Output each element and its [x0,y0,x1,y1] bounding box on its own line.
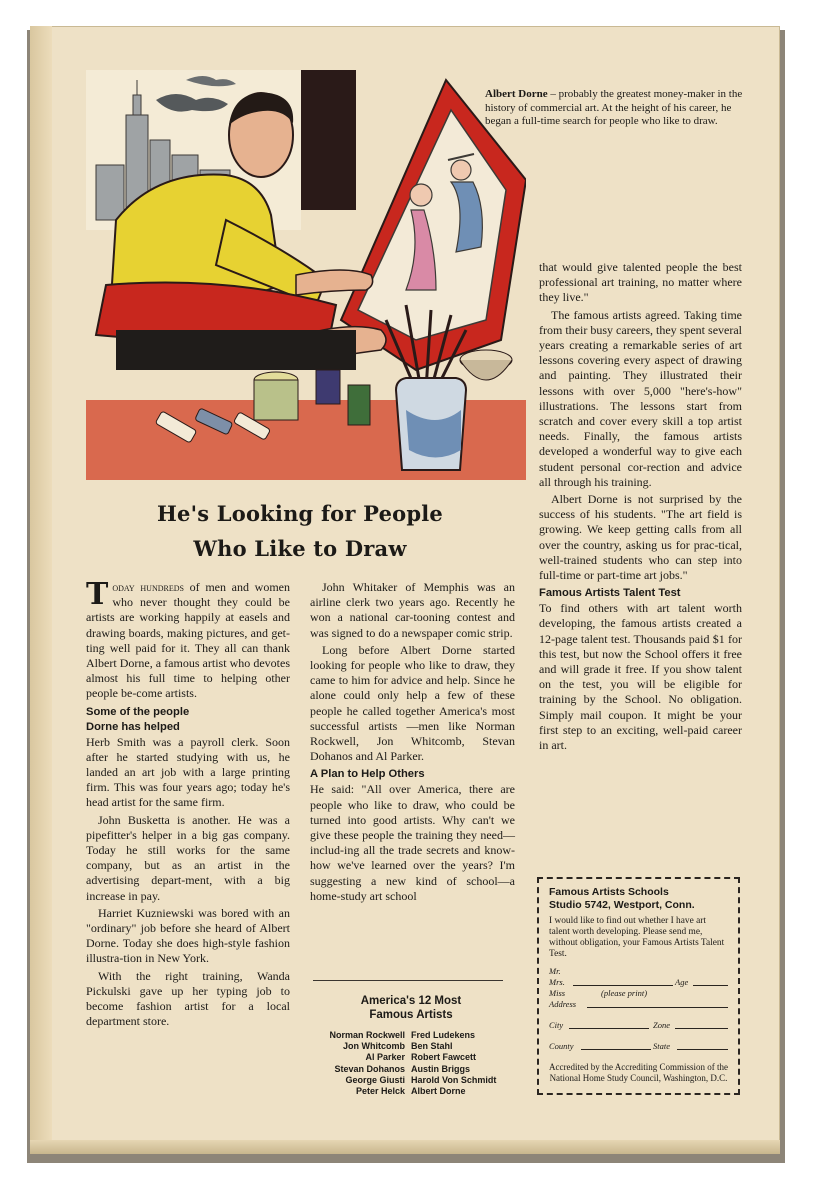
article-column-3 [539,260,742,755]
artist-name: Jon Whitcomb [343,1041,405,1052]
illustration-caption [485,88,745,129]
paragraph: Albert Dorne is not surprised by the success of his students. "The art field is growing. We keep getting calls from all over the country, asking us for prac-tical, well-trained students who can step into full-time or part-time art jobs." [539,492,742,583]
name-line[interactable] [573,977,673,986]
headline [100,496,500,566]
paragraph: To find others with art talent worth developing, the famous artists created a 12-page talent test. Thousands paid $1 for this test, but now the School offers it free and will grade it free. If you show talent on the test, you will be eligible for training by the School. No obligation. Simply mail coupon. It might be your first step to an exciting, well-paid career in art. [539,601,742,753]
zone-label: Zone [653,1020,670,1030]
artist-name: Albert Dorne [411,1086,466,1097]
artist-name: Al Parker [365,1052,405,1063]
city-zone-field[interactable] [549,1020,728,1031]
famous-artists-box [305,994,517,1097]
paragraph: Harriet Kuzniewski was bored with an "ordinary" job before she heard of Albert Dorne. Today she does high-style fashion illustra-tion in New York. [86,905,290,966]
coupon-fields [549,966,728,1052]
county-state-field[interactable] [549,1041,728,1052]
artists-title-line-2: Famous Artists [369,1009,453,1021]
headline-line-1: He's Looking for People [157,501,443,526]
miss-field[interactable] [549,988,728,999]
paragraph: Herb Smith was a payroll clerk. Soon after he started studying with us, he landed an art job with a large printing firm. This was four years ago; today he's head artist for the same firm. [86,734,290,810]
article-column-1 [86,577,290,1031]
paragraph: John Busketta is another. He was a pipefitter's helper in a big gas company. Today he still works for the same company, but as an artist in the advertising depart-ment, with a big increase in pay. [86,812,290,903]
mail-coupon[interactable] [537,877,740,1095]
artists-row [305,1086,517,1097]
paragraph: Long before Albert Dorne started looking for people who like to draw, they came to him for advice and help. Since he alone could only help a few of these people he called together America's most successful artists —men like Norman Rockwell, Jon Whitcomb, Stevan Dohanos and Al Parker. [310,642,515,764]
address-label: Address [549,999,577,1009]
paragraph: With the right training, Wanda Pickulski gave up her typing job to become fashion artist for a local department store. [86,968,290,1029]
miss-label: Miss [549,988,566,998]
paragraph: that would give talented people the best professional art training, no matter where they live." [539,260,742,305]
caption-text: – probably the greatest money-maker in the history of commercial art. At the height of his career, he began a full-time search for people who like to draw. [485,88,743,127]
artist-name: Stevan Dohanos [334,1063,405,1074]
artists-row [305,1030,517,1041]
please-print-note: (please print) [601,988,648,998]
state-label: State [653,1041,670,1051]
artists-row [305,1041,517,1052]
city-label: City [549,1020,564,1030]
drape [301,70,356,210]
mrs-age-field[interactable] [549,977,728,988]
paragraph-text: of men and women who never thought they could be artists are working happily at easels and drawing boards, making pictures, and get-ting well paid for it. They all can thank Albert Dorne, a famous artist who devotes almost his full time to helping other people be-come artists. [86,580,290,701]
mr-field[interactable] [549,966,728,977]
subheading: A Plan to Help Others [310,768,425,781]
artist-name: Ben Stahl [411,1041,453,1052]
address-line[interactable] [587,999,728,1008]
mr-label: Mr. [549,966,561,976]
artist-name: Harold Von Schmidt [411,1074,497,1085]
mrs-label: Mrs. [549,977,565,987]
state-line[interactable] [677,1041,728,1050]
coupon-body: I would like to find out whether I have art talent worth developing. Please send me, without obligation, your Famous Artists Talent Test. [549,916,725,959]
article-column-2 [310,580,515,906]
artist-name: Austin Briggs [411,1063,471,1074]
artists-row [305,1052,517,1063]
artist-name: Norman Rockwell [329,1030,405,1040]
artists-list [305,1030,517,1097]
subheading-line-1: Some of the people [86,705,190,718]
lead-words: oday hundreds [112,580,184,594]
artist-name: Peter Helck [355,1086,405,1097]
caption-name: Albert Dorne [485,88,548,100]
age-line[interactable] [693,977,728,986]
subheading: Famous Artists Talent Test [539,587,681,600]
age-label: Age [675,977,689,987]
coupon-school: Famous Artists Schools [549,886,669,898]
paragraph: The famous artists agreed. Taking time from their busy careers, they spent several years creating a remarkable series of art lessons covering every aspect of drawing and painting. They illustrated their lessons with over 5,000 "here's-how" illustrations. The lessons start from scratch and cover every skill a top artist needs. Finally, the famous artists developed a wonderful way to give each student personal cor-rection and advice all through his training. [539,307,742,489]
paragraph: John Whitaker of Memphis was an airline clerk two years ago. Recently he won a national car-tooning contest and was signed to do a newspaper comic strip. [310,580,515,640]
artists-row [305,1075,517,1086]
divider [313,980,503,981]
county-label: County [549,1041,574,1051]
accreditation-note: Accredited by the Accrediting Commission of the National Home Study Council, Washington, D.C. [549,1062,728,1083]
coupon-studio: Studio 5742, Westport, Conn. [549,899,695,911]
county-line[interactable] [581,1041,651,1050]
city-line[interactable] [569,1020,649,1029]
zone-line[interactable] [675,1020,728,1029]
subheading [86,705,290,735]
address-field[interactable] [549,999,728,1010]
page-spine [30,26,52,1154]
artist-name: George Giusti [345,1074,405,1085]
drop-cap: T [86,577,109,612]
headline-line-2: Who Like to Draw [193,536,407,561]
paragraph: He said: "All over America, there are people who like to draw, who could be turned into good artists. Why can't we give these people the training they need—includ-ing all the trade secrets and know-how we've learned over the years? I'm suggesting a new kind of school—a home-study art school [310,782,515,903]
artist-name: Robert Fawcett [411,1052,477,1063]
artists-row [305,1064,517,1075]
artist-name: Fred Ludekens [411,1030,476,1040]
page-bottom-edge [30,1140,780,1154]
artist-illustration [86,70,526,480]
artists-title-line-1: America's 12 Most [360,995,462,1007]
paragraph [86,577,290,702]
subheading-line-2: Dorne has helped [86,720,180,733]
